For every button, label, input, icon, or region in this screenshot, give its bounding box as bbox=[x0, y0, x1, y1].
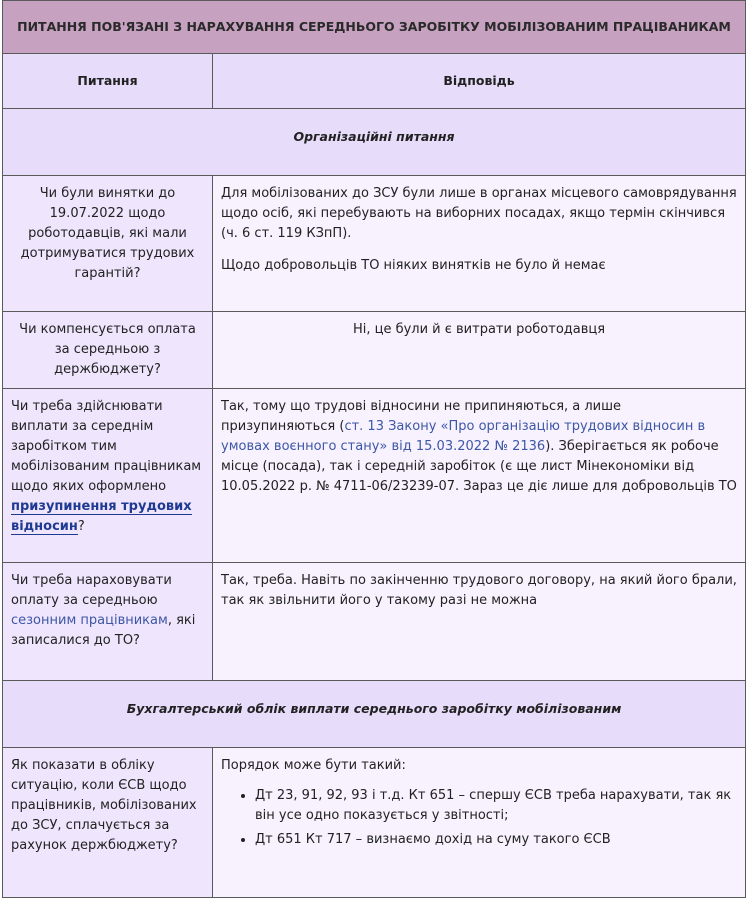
question-text: Чи треба здійснювати виплати за середнім заробітком тим мобілізованим працівникам щодо яких оформлено bbox=[11, 399, 202, 494]
table-row bbox=[3, 563, 746, 681]
mobilized-pay-table bbox=[2, 0, 746, 898]
question-text-end: ? bbox=[77, 519, 85, 534]
question-text-end: , які записалися до ТО? bbox=[11, 613, 196, 648]
answer-cell: Так, треба. Навіть по закінченню трудового договору, на який його брали, так як звільнити його у такому разі не можна bbox=[213, 563, 746, 681]
answer-cell bbox=[213, 176, 746, 312]
answer-cell bbox=[213, 389, 746, 563]
question-text: Чи треба нараховувати оплату за середньою bbox=[11, 573, 172, 608]
answer-list bbox=[221, 786, 737, 850]
table-row bbox=[3, 389, 746, 563]
link-seasonal-workers[interactable]: сезонним працівникам bbox=[11, 613, 168, 628]
answer-text-end: ). Зберігається як робоче місце (посада), так і середній заробіток (є ще лист Мінекономіки від 10.05.2022 р. № 4711-06/23239-07. Зараз це діє лише для добровольців ТО bbox=[221, 439, 737, 494]
table-row bbox=[3, 176, 746, 312]
answer-cell: Ні, це були й є витрати роботодавця bbox=[213, 312, 746, 389]
link-suspension-of-labor-relations[interactable]: призупинення трудових відносин bbox=[11, 499, 192, 534]
table-row bbox=[3, 312, 746, 389]
answer-cell bbox=[213, 748, 746, 898]
table-title: ПИТАННЯ ПОВ'ЯЗАНІ З НАРАХУВАННЯ СЕРЕДНЬОГО ЗАРОБІТКУ МОБІЛІЗОВАНИМ ПРАЦІВАНИКАМ bbox=[3, 1, 746, 54]
link-law-2136[interactable]: ст. 13 Закону «Про організацію трудових відносин в умовах воєнного стану» від 15.03.2022 № 2136 bbox=[221, 419, 706, 454]
answer-paragraph: Для мобілізованих до ЗСУ були лише в органах місцевого самоврядування щодо осіб, які перебувають на виборних посадах, якщо термін скінчився (ч. 6 ст. 119 КЗпП). bbox=[221, 186, 737, 241]
list-item: • Дт 23, 91, 92, 93 і т.д. Кт 651 – спершу ЄСВ треба нарахувати, так як він усе одно показується у звітності; bbox=[255, 786, 737, 826]
answer-paragraph: Щодо добровольців ТО ніяких винятків не було й немає bbox=[221, 258, 606, 273]
section-heading-accounting: Бухгалтерський облік виплати середнього заробітку мобілізованим bbox=[3, 681, 746, 748]
question-cell bbox=[3, 389, 213, 563]
list-item: • Дт 651 Кт 717 – визнаємо дохід на суму такого ЄСВ bbox=[255, 830, 737, 850]
question-cell: Як показати в обліку ситуацію, коли ЄСВ щодо працівників, мобілізованих до ЗСУ, сплачується за рахунок держбюджету? bbox=[3, 748, 213, 898]
column-header-answer: Відповідь bbox=[213, 54, 746, 109]
answer-text: Так, тому що трудові відносини не припиняються, а лише призупиняються ( bbox=[221, 399, 622, 434]
question-cell: Чи були винятки до 19.07.2022 щодо роботодавців, які мали дотримуватися трудових гарантій? bbox=[3, 176, 213, 312]
table-row bbox=[3, 748, 746, 898]
question-cell: Чи компенсується оплата за середньою з держбюджету? bbox=[3, 312, 213, 389]
section-heading-organizational: Організаційні питання bbox=[3, 109, 746, 176]
column-header-question: Питання bbox=[3, 54, 213, 109]
question-cell bbox=[3, 563, 213, 681]
answer-intro: Порядок може бути такий: bbox=[221, 758, 406, 773]
